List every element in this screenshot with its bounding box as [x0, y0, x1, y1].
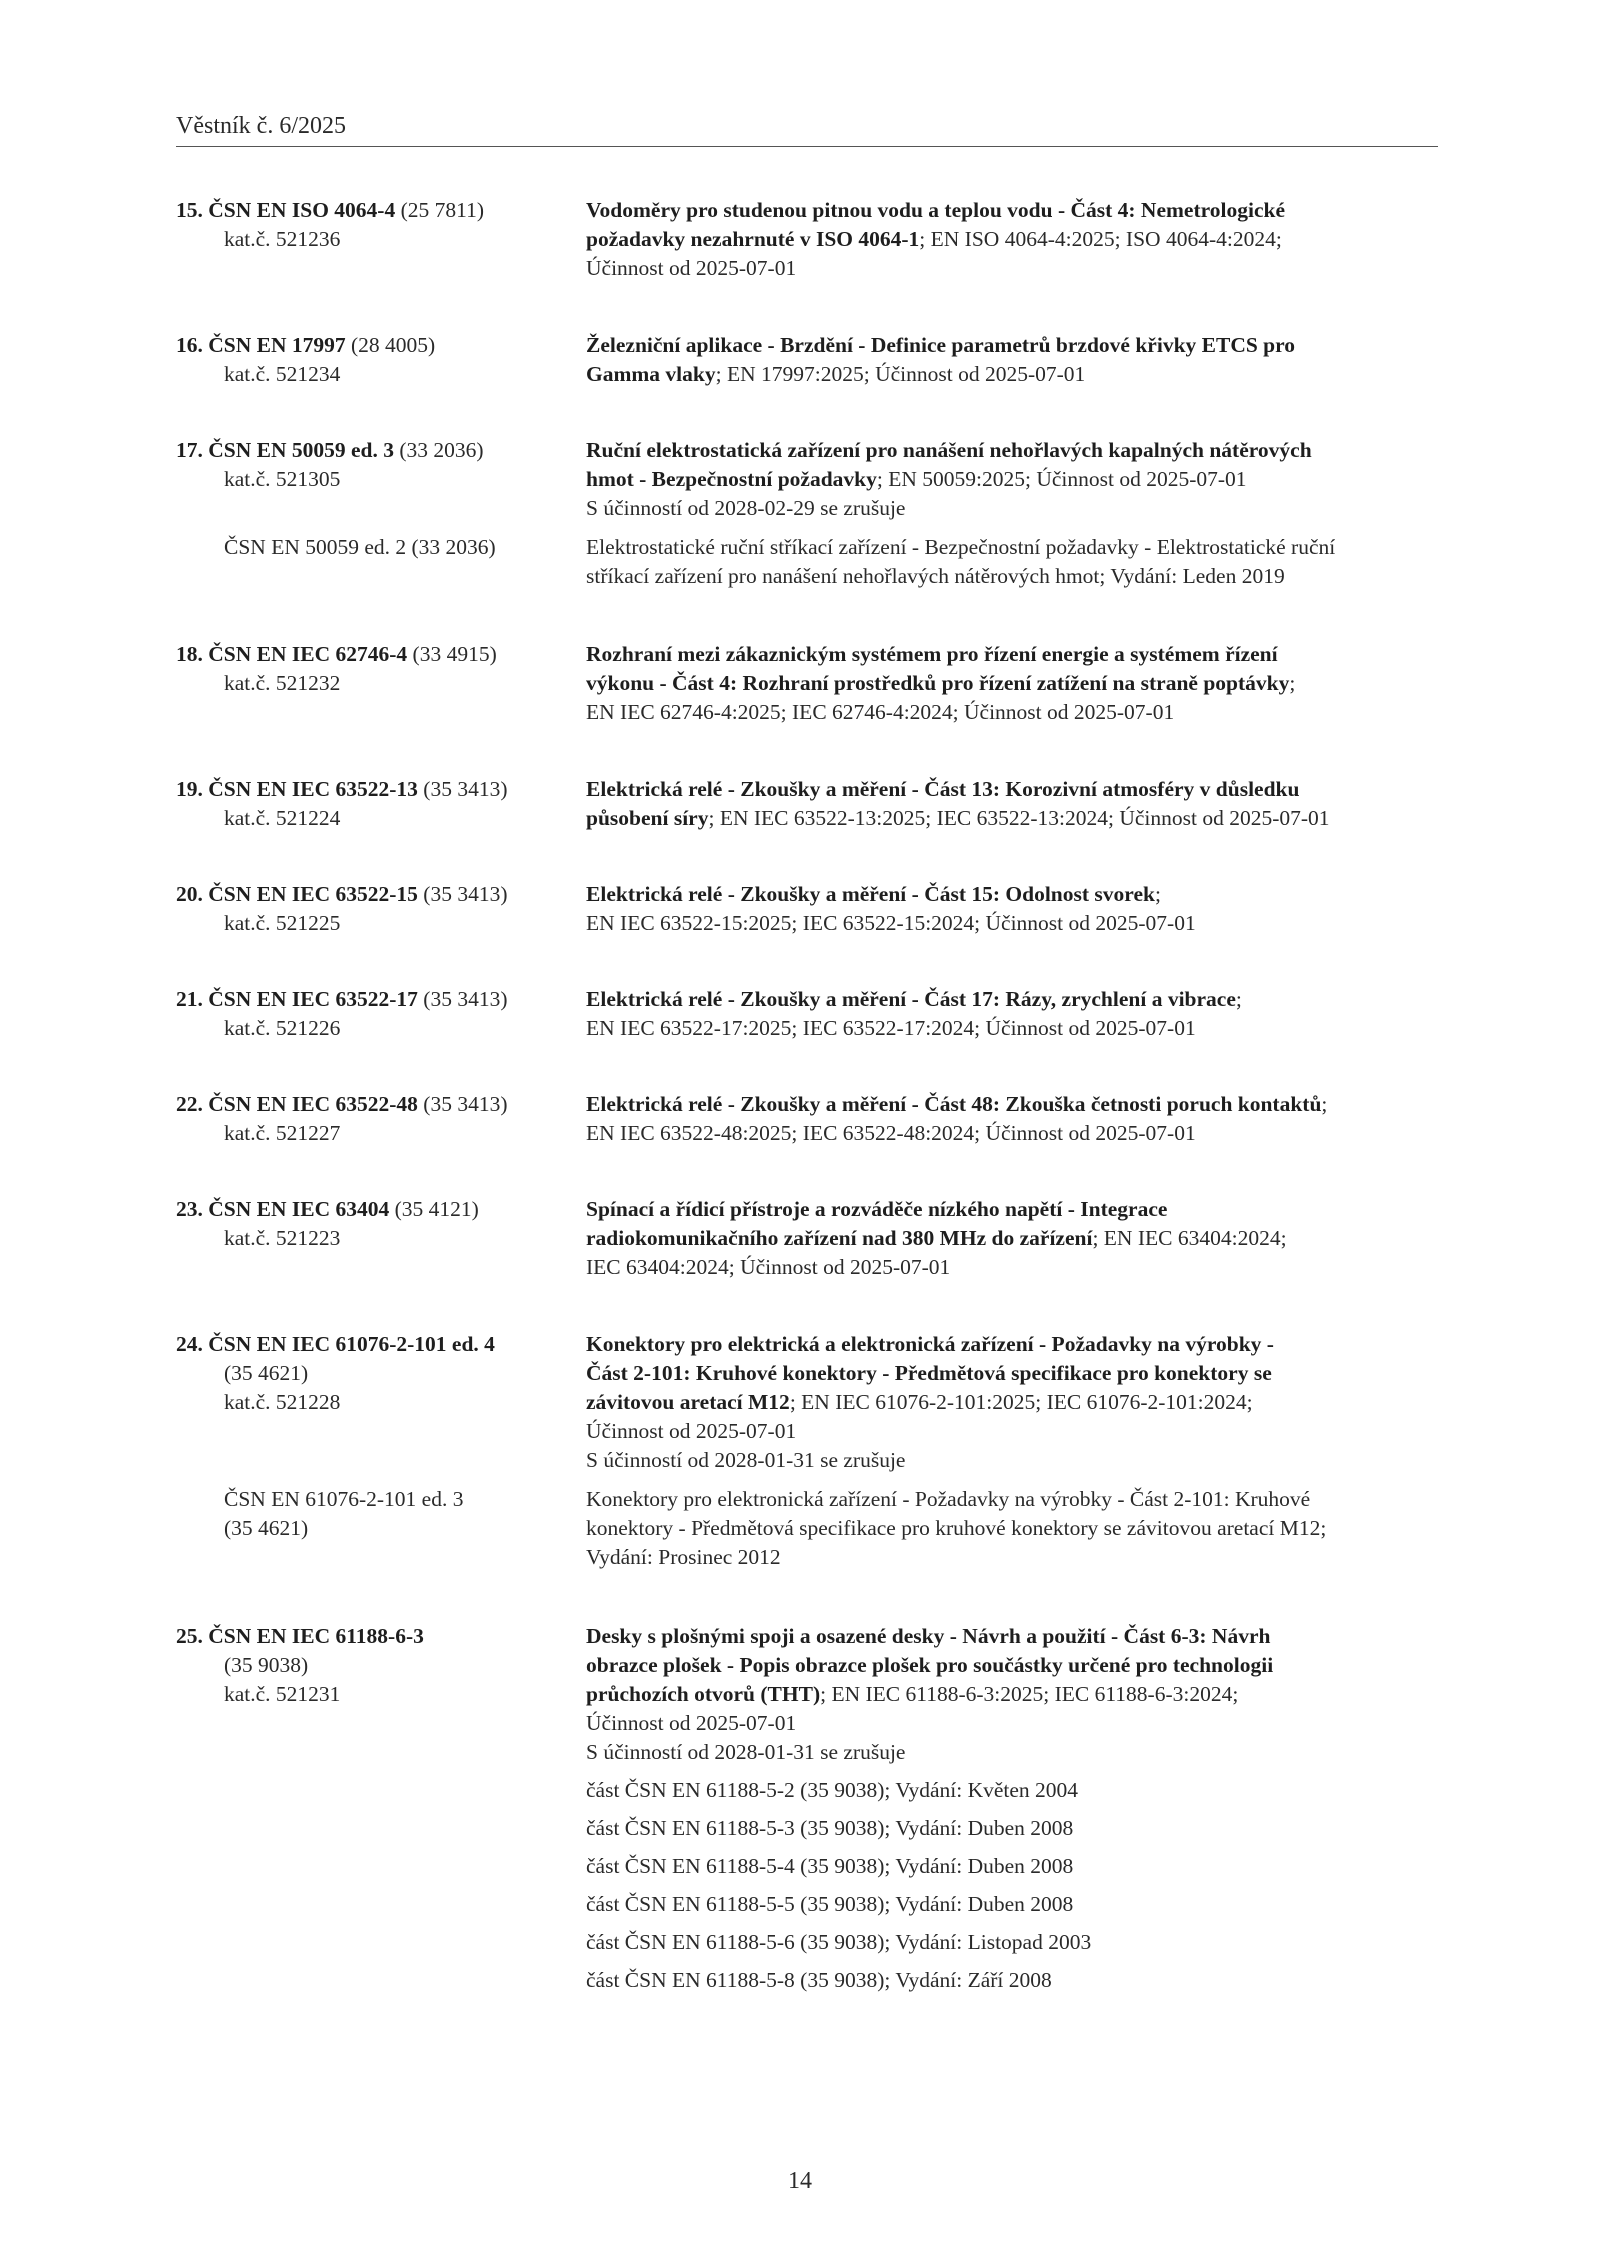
catalog-number: kat.č. 521223 — [224, 1226, 341, 1250]
replaced-standard-title: Elektrostatické ruční stříkací zařízení - Bezpečnostní požadavky - Elektrostatické ruční — [586, 535, 1336, 559]
classification-number: (35 4121) — [394, 1197, 479, 1221]
effective-date: Účinnost od 2025-07-01 — [586, 256, 797, 280]
effective-date: Účinnost od 2025-07-01 — [586, 1419, 797, 1443]
classification-number: (33 2036) — [399, 438, 484, 462]
title-line: Železniční aplikace - Brzdění - Definice parametrů brzdové křivky ETCS pro — [586, 333, 1296, 357]
replaced-standard-title: Vydání: Prosinec 2012 — [586, 1545, 781, 1569]
entry-number: 25. — [176, 1624, 203, 1648]
title-line: obrazce plošek - Popis obrazce plošek pro součástky určené pro technologii — [586, 1653, 1274, 1677]
replaced-standard-title: Konektory pro elektronická zařízení - Požadavky na výrobky - Část 2-101: Kruhové — [586, 1487, 1311, 1511]
title-line: působení síry — [586, 806, 709, 830]
entry-number: 22. — [176, 1092, 203, 1116]
standard-code: ČSN EN IEC 63404 — [208, 1197, 390, 1221]
catalog-number: kat.č. 521234 — [224, 362, 341, 386]
bulletin-title: Věstník č. 6/2025 — [176, 113, 346, 139]
classification-number: (35 3413) — [423, 777, 508, 801]
standard-code: ČSN EN IEC 63522-48 — [208, 1092, 418, 1116]
replaced-standard-class: (35 4621) — [224, 1516, 309, 1540]
entry-number: 16. — [176, 333, 203, 357]
standard-code: ČSN EN ISO 4064-4 — [208, 198, 396, 222]
title-line: průchozích otvorů (THT) — [586, 1682, 821, 1706]
title-line: Gamma vlaky — [586, 362, 716, 386]
standard-references: ; — [1289, 671, 1296, 695]
standard-code: ČSN EN IEC 61188-6-3 — [208, 1624, 424, 1648]
classification-number: (33 4915) — [412, 642, 497, 666]
entry-description — [586, 1090, 1438, 1148]
entry-identifier — [176, 775, 586, 833]
title-line: Elektrická relé - Zkoušky a měření - Část 13: Korozivní atmosféry v důsledku — [586, 777, 1300, 801]
entry-identifier — [176, 880, 586, 938]
replaced-part: část ČSN EN 61188-5-8 (35 9038); Vydání: Září 2008 — [586, 1968, 1052, 1992]
standard-references: EN IEC 63522-15:2025; IEC 63522-15:2024; Účinnost od 2025-07-01 — [586, 911, 1196, 935]
title-line: Elektrická relé - Zkoušky a měření - Část 15: Odolnost svorek — [586, 882, 1155, 906]
standard-references: EN IEC 63522-17:2025; IEC 63522-17:2024; Účinnost od 2025-07-01 — [586, 1016, 1196, 1040]
entry-description — [586, 1330, 1438, 1475]
title-separator: ; — [1235, 987, 1242, 1011]
title-line: Část 2-101: Kruhové konektory - Předmětová specifikace pro konektory se — [586, 1361, 1272, 1385]
standard-code: ČSN EN 17997 — [208, 333, 346, 357]
entry-number: 23. — [176, 1197, 203, 1221]
page-number: 14 — [788, 2168, 812, 2194]
standard-code: ČSN EN IEC 63522-17 — [208, 987, 418, 1011]
standard-references: ; EN ISO 4064-4:2025; ISO 4064-4:2024; — [919, 227, 1282, 251]
classification-number: (35 3413) — [423, 882, 508, 906]
entry-number: 15. — [176, 198, 203, 222]
title-line: hmot - Bezpečnostní požadavky — [586, 467, 877, 491]
entry-description — [586, 331, 1438, 389]
entry-identifier — [176, 640, 586, 698]
entry-number: 17. — [176, 438, 203, 462]
catalog-number: kat.č. 521236 — [224, 227, 341, 251]
classification-number: (35 9038) — [224, 1653, 309, 1677]
classification-number: (35 3413) — [423, 987, 508, 1011]
replaced-part: část ČSN EN 61188-5-2 (35 9038); Vydání: Květen 2004 — [586, 1778, 1079, 1802]
standard-references: ; EN IEC 61188-6-3:2025; IEC 61188-6-3:2024; — [820, 1682, 1239, 1706]
replaced-part: část ČSN EN 61188-5-6 (35 9038); Vydání: Listopad 2003 — [586, 1930, 1092, 1954]
title-separator: ; — [1154, 882, 1161, 906]
catalog-number: kat.č. 521224 — [224, 806, 341, 830]
entry-description — [586, 436, 1438, 523]
catalog-number: kat.č. 521227 — [224, 1121, 341, 1145]
entry-description — [586, 880, 1438, 938]
replaced-part: část ČSN EN 61188-5-3 (35 9038); Vydání: Duben 2008 — [586, 1816, 1074, 1840]
entry-description — [586, 775, 1438, 833]
entry-identifier — [176, 985, 586, 1043]
standard-references: ; EN IEC 61076-2-101:2025; IEC 61076-2-101:2024; — [789, 1390, 1253, 1414]
withdrawal-note: S účinností od 2028-01-31 se zrušuje — [586, 1740, 906, 1764]
catalog-number: kat.č. 521232 — [224, 671, 341, 695]
catalog-number: kat.č. 521226 — [224, 1016, 341, 1040]
standard-references: ; EN 17997:2025; Účinnost od 2025-07-01 — [715, 362, 1086, 386]
entry-description — [586, 196, 1438, 283]
replaced-part: část ČSN EN 61188-5-4 (35 9038); Vydání: Duben 2008 — [586, 1854, 1074, 1878]
entry-number: 20. — [176, 882, 203, 906]
standard-code: ČSN EN IEC 62746-4 — [208, 642, 408, 666]
standard-references: ; EN 50059:2025; Účinnost od 2025-07-01 — [876, 467, 1247, 491]
title-line: Elektrická relé - Zkoušky a měření - Část 48: Zkouška četnosti poruch kontaktů — [586, 1092, 1322, 1116]
entry-number: 19. — [176, 777, 203, 801]
catalog-number: kat.č. 521228 — [224, 1390, 341, 1414]
entry-description — [586, 1195, 1438, 1282]
entry-identifier — [176, 196, 586, 254]
entry-identifier — [176, 1090, 586, 1148]
entry-description — [586, 985, 1438, 1043]
entry-identifier — [176, 331, 586, 389]
entry-number: 24. — [176, 1332, 203, 1356]
classification-number: (28 4005) — [351, 333, 436, 357]
withdrawal-note: S účinností od 2028-02-29 se zrušuje — [586, 496, 906, 520]
classification-number: (35 4621) — [224, 1361, 309, 1385]
title-separator: ; — [1321, 1092, 1328, 1116]
catalog-number: kat.č. 521231 — [224, 1682, 341, 1706]
title-line: Spínací a řídicí přístroje a rozváděče nízkého napětí - Integrace — [586, 1197, 1168, 1221]
title-line: požadavky nezahrnuté v ISO 4064-1 — [586, 227, 920, 251]
title-line: Rozhraní mezi zákaznickým systémem pro řízení energie a systémem řízení — [586, 642, 1278, 666]
title-line: výkonu - Část 4: Rozhraní prostředků pro řízení zatížení na straně poptávky — [586, 671, 1290, 695]
catalog-number: kat.č. 521225 — [224, 911, 341, 935]
entry-identifier — [176, 1195, 586, 1253]
standard-code: ČSN EN IEC 61076-2-101 ed. 4 — [208, 1332, 495, 1356]
entry-description — [586, 640, 1438, 727]
replaced-standard-title: stříkací zařízení pro nanášení nehořlavých nátěrových hmot; Vydání: Leden 2019 — [586, 564, 1285, 588]
title-line: Vodoměry pro studenou pitnou vodu a teplou vodu - Část 4: Nemetrologické — [586, 198, 1286, 222]
replaced-part: část ČSN EN 61188-5-5 (35 9038); Vydání: Duben 2008 — [586, 1892, 1074, 1916]
standard-code: ČSN EN IEC 63522-13 — [208, 777, 418, 801]
replaced-standard-title: konektory - Předmětová specifikace pro kruhové konektory se závitovou aretací M12; — [586, 1516, 1327, 1540]
standard-references: ; EN IEC 63522-13:2025; IEC 63522-13:2024; Účinnost od 2025-07-01 — [708, 806, 1330, 830]
entry-description — [586, 1622, 1438, 1995]
title-line: Elektrická relé - Zkoušky a měření - Část 17: Rázy, zrychlení a vibrace — [586, 987, 1236, 1011]
classification-number: (25 7811) — [400, 198, 484, 222]
title-line: radiokomunikačního zařízení nad 380 MHz do zařízení — [586, 1226, 1093, 1250]
entry-identifier — [176, 436, 586, 494]
standard-code: ČSN EN IEC 63522-15 — [208, 882, 418, 906]
standard-references: EN IEC 62746-4:2025; IEC 62746-4:2024; Účinnost od 2025-07-01 — [586, 700, 1175, 724]
replaced-standard-code: ČSN EN 50059 ed. 2 (33 2036) — [224, 535, 496, 559]
catalog-number: kat.č. 521305 — [224, 467, 341, 491]
entry-number: 21. — [176, 987, 203, 1011]
effective-date: Účinnost od 2025-07-01 — [586, 1711, 797, 1735]
title-line: Ruční elektrostatická zařízení pro nanášení nehořlavých kapalných nátěrových — [586, 438, 1312, 462]
title-line: Desky s plošnými spoji a osazené desky - Návrh a použití - Část 6-3: Návrh — [586, 1624, 1271, 1648]
replaced-standard-code: ČSN EN 61076-2-101 ed. 3 — [224, 1487, 464, 1511]
entry-number: 18. — [176, 642, 203, 666]
title-line: závitovou aretací M12 — [586, 1390, 790, 1414]
standard-references: IEC 63404:2024; Účinnost od 2025-07-01 — [586, 1255, 951, 1279]
withdrawal-note: S účinností od 2028-01-31 se zrušuje — [586, 1448, 906, 1472]
title-line: Konektory pro elektrická a elektronická zařízení - Požadavky na výrobky - — [586, 1332, 1274, 1356]
page-header — [176, 112, 1438, 147]
standard-code: ČSN EN 50059 ed. 3 — [208, 438, 395, 462]
classification-number: (35 3413) — [423, 1092, 508, 1116]
entry-identifier — [176, 1622, 586, 1709]
standard-references: EN IEC 63522-48:2025; IEC 63522-48:2024; Účinnost od 2025-07-01 — [586, 1121, 1196, 1145]
standard-references: ; EN IEC 63404:2024; — [1092, 1226, 1287, 1250]
entry-identifier — [176, 1330, 586, 1417]
